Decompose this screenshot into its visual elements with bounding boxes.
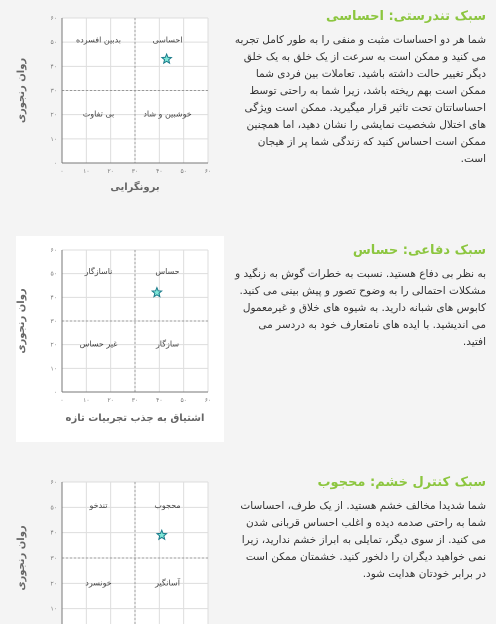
x-tick-label: ۳۰ <box>131 168 139 175</box>
x-tick-label: ۴۰ <box>156 168 163 175</box>
x-tick-label: ۵۰ <box>180 397 187 404</box>
x-axis-label: اشتیاق به جذب تجربیات تازه <box>65 413 205 424</box>
quadrant-label-top-right: احساسی <box>152 35 183 45</box>
quadrant-label-bottom-left: خونسرد <box>85 578 112 588</box>
section-title: سبک دفاعی: حساس <box>352 243 486 258</box>
y-tick-label: ۴۰ <box>50 529 57 537</box>
quadrant-label-top-left: ناسازگار <box>84 267 113 277</box>
y-tick-label: ۱۰ <box>50 365 57 373</box>
x-tick-label: ۵۰ <box>180 168 187 175</box>
scatter-chart-anger <box>0 466 224 624</box>
x-tick-label: ۲۰ <box>107 397 114 404</box>
x-tick-label: ۳۰ <box>131 397 139 404</box>
y-axis-label: روان رنجوری <box>16 57 27 124</box>
text-block <box>234 8 486 168</box>
quadrant-label-top-right: حساس <box>155 267 180 277</box>
quadrant-label-bottom-left: غیر حساس <box>79 339 118 349</box>
quadrant-label-top-right: محجوب <box>154 500 181 510</box>
y-tick-label: ۲۰ <box>50 111 57 119</box>
scatter-chart-openness <box>0 236 224 442</box>
section-title: سبک تندرستی: احساسی <box>326 9 486 24</box>
x-tick-label: ۴۰ <box>156 397 163 404</box>
y-tick-label: ۶۰ <box>50 15 57 22</box>
y-tick-label: ۶۰ <box>50 247 57 254</box>
section-body: شما هر دو احساسات مثبت و منفی را به طور کامل تجربه می کنید و ممکن است به سرعت از یک خلق به یک خلق دیگر تغییر حالت داشته باشید. تعاملات بین فردی شما ممکن است بهم ریخته باشد، زیرا شما به راحتی توسط احساساتتان تحت تاثیر قرار میگیرید. ممکن است ویژگی های اختلال شخصیت نمایشی را نشان دهید، اما همچنین ممکن است احساس کنید که زندگی شما پر از هیجان است. <box>234 34 486 165</box>
y-tick-label: ۳۰ <box>50 318 57 325</box>
y-tick-label: ۵۰ <box>50 270 57 278</box>
x-axis-label: برونگرایی <box>110 182 160 193</box>
y-tick-label: ۳۰ <box>50 555 57 562</box>
y-tick-label: ۱۰ <box>50 135 57 143</box>
section-emotional-style <box>0 0 496 214</box>
y-tick-label: ۴۰ <box>50 63 57 71</box>
x-tick-label: ۰ <box>60 397 64 404</box>
y-tick-label: ۲۰ <box>50 341 57 349</box>
section-anger-style <box>0 466 496 624</box>
y-tick-label: ۰ <box>53 389 57 396</box>
quadrant-label-bottom-right: سازگار <box>155 339 180 349</box>
y-tick-label: ۲۰ <box>50 580 57 588</box>
x-tick-label: ۱۰ <box>83 397 90 404</box>
text-block <box>234 242 486 351</box>
section-defensive-style <box>0 236 496 442</box>
x-tick-label: ۰ <box>60 168 64 175</box>
scatter-chart-extraversion <box>0 0 224 214</box>
section-title: سبک کنترل خشم: محجوب <box>317 475 486 490</box>
quadrant-label-bottom-right: آسانگیر <box>155 578 180 588</box>
section-body: شما شدیدا مخالف خشم هستید. از یک طرف، احساسات شما به راحتی صدمه دیده و اغلب احساس قربانی شدن می کنید. از سوی دیگر، تمایلی به ابراز خشم ندارید، زیرا نمی خواهید دیگران را دلخور کنید. خشمتان ممکن است در برابر خودتان هدایت شود. <box>240 500 486 580</box>
quadrant-label-top-left: بدبین افسرده <box>75 35 122 45</box>
text-block <box>234 474 486 583</box>
y-tick-label: ۰ <box>53 160 57 167</box>
section-body: به نظر بی دفاع هستید. نسبت به خطرات گوش به زنگید و مشکلات احتمالی را به وضوح تصور و پیش بینی می کنید. کابوس های شبانه دارید. به شیوه های خلاق و غیرمعمول می اندیشید. با ایده های نامتعارف خود به دردسر می افتید. <box>235 268 486 348</box>
y-tick-label: ۵۰ <box>50 504 57 512</box>
quadrant-label-bottom-right: خوشبین و شاد <box>143 109 192 119</box>
y-tick-label: ۱۰ <box>50 605 57 613</box>
y-tick-label: ۶۰ <box>50 479 57 486</box>
y-tick-label: ۵۰ <box>50 39 57 47</box>
quadrant-label-top-left: تندخو <box>89 500 108 510</box>
x-tick-label: ۶۰ <box>204 397 212 404</box>
quadrant-label-bottom-left: بی تفاوت <box>82 109 115 119</box>
y-axis-label: روان رنجوری <box>16 288 27 354</box>
x-tick-label: ۶۰ <box>204 168 212 175</box>
y-tick-label: ۴۰ <box>50 294 57 302</box>
y-axis-label: روان رنجوری <box>16 525 27 591</box>
y-tick-label: ۳۰ <box>50 87 57 95</box>
x-tick-label: ۱۰ <box>83 168 90 175</box>
x-tick-label: ۲۰ <box>107 168 114 175</box>
